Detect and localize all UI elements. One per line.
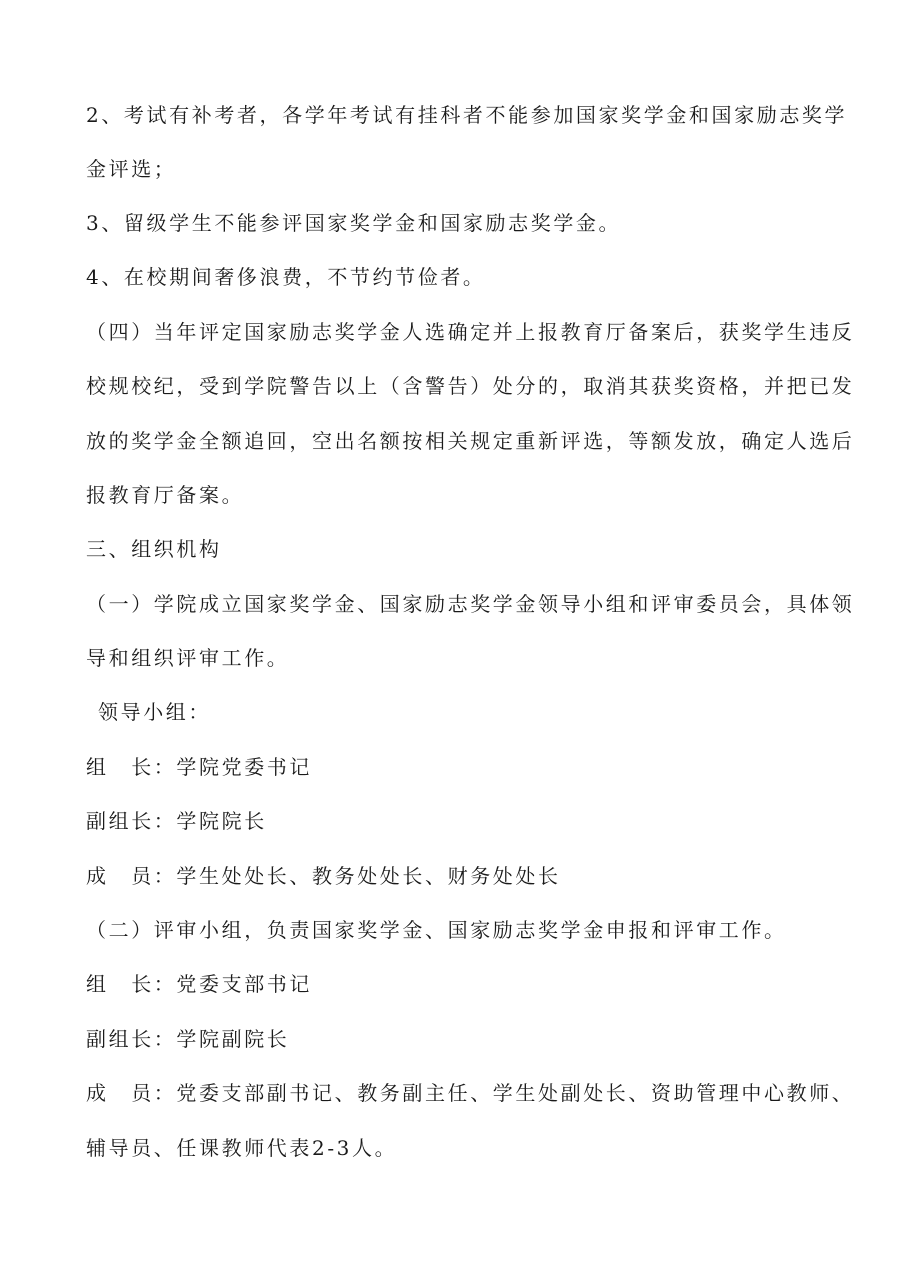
review-leader-row: 组 长：党委支部书记 [86, 972, 312, 996]
text-line-subsection-1-cont: 导和组织评审工作。 [86, 646, 290, 670]
text-line-section-4: （四）当年评定国家励志奖学金人选确定并上报教育厅备案后，获奖学生违反 [86, 320, 855, 344]
review-members-row-cont: 辅导员、任课教师代表2-3人。 [86, 1136, 398, 1160]
text-line-item-2: 2、考试有补考者，各学年考试有挂科者不能参加国家奖学金和国家励志奖学 [86, 103, 848, 127]
review-members-row: 成 员：党委支部副书记、教务副主任、学生处副处长、资助管理中心教师、 [86, 1081, 855, 1105]
text-line-item-3: 3、留级学生不能参评国家奖学金和国家励志奖学金。 [86, 211, 622, 235]
text-line-subsection-1: （一）学院成立国家奖学金、国家励志奖学金领导小组和评审委员会，具体领 [86, 592, 855, 616]
review-deputy-leader-row: 副组长：学院副院长 [86, 1027, 290, 1051]
heading-organization: 三、组织机构 [86, 537, 222, 561]
deputy-leader-row: 副组长：学院院长 [86, 809, 267, 833]
text-line-subsection-2: （二）评审小组，负责国家奖学金、国家励志奖学金申报和评审工作。 [86, 918, 787, 942]
text-line-section-4-cont-2: 放的奖学金全额追回，空出名额按相关规定重新评选，等额发放，确定人选后 [86, 429, 855, 453]
text-line-item-4: 4、在校期间奢侈浪费，不节约节俭者。 [86, 265, 486, 289]
members-row: 成 员：学生处处长、教务处处长、财务处处长 [86, 864, 561, 888]
leader-row: 组 长：学院党委书记 [86, 755, 312, 779]
text-line-section-4-cont-1: 校规校纪，受到学院警告以上（含警告）处分的，取消其获奖资格，并把已发 [86, 374, 855, 398]
text-line-item-2-cont: 金评选； [86, 157, 177, 181]
leadership-group-label: 领导小组： [98, 700, 211, 724]
text-line-section-4-cont-3: 报教育厅备案。 [86, 483, 245, 507]
